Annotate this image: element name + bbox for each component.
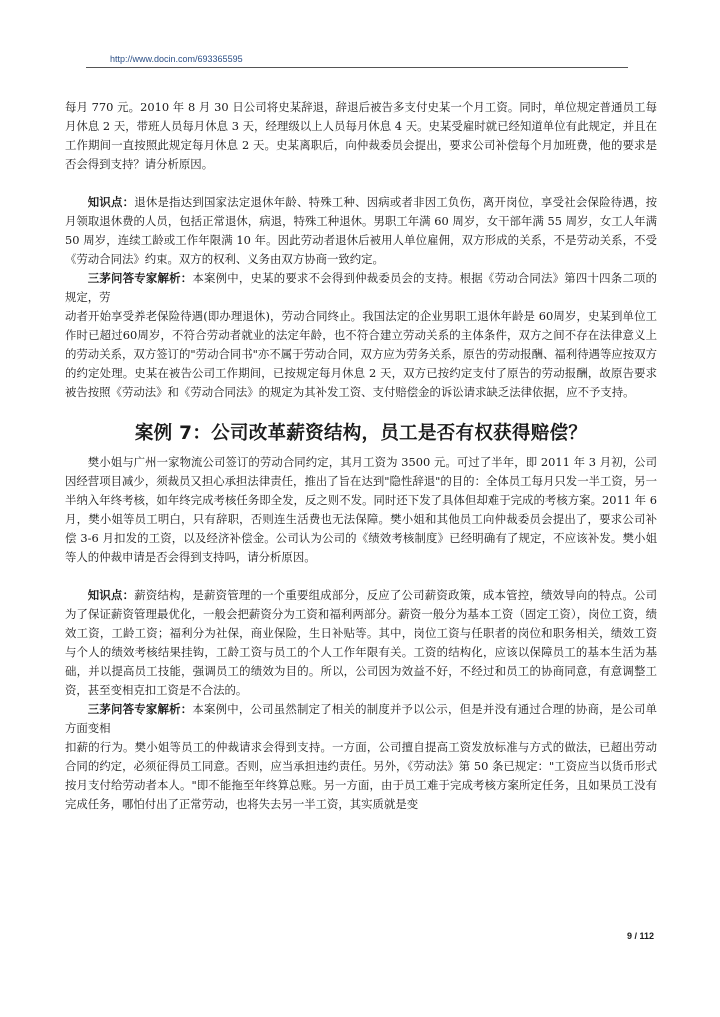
page-content <box>65 98 657 814</box>
analysis-intro: 本案例中，公司虽然制定了相关的制度并予以公示，但是并没有通过合理的协商，是公司单方面变相 <box>65 702 657 735</box>
case6-analysis <box>65 269 657 307</box>
case7-analysis-body: 扣薪的行为。樊小姐等员工的仲裁请求会得到支持。一方面，公司擅自提高工资发放标准与方式的做法，已超出劳动合同的约定，必须征得员工同意。否则，应当承担违约责任。另外，《劳动法》第 50 条已规定："工资应当以货币形式按月支付给劳动者本人。"即不能拖至年终算总账。另一方面，由于员工难于完成考核方案所定任务，且如果员工没有完成任务，哪怕付出了正常劳动，也将失去另一半工资，其实质就是变 <box>65 740 657 811</box>
page-number: 9 / 112 <box>626 931 654 941</box>
case7-analysis <box>65 700 657 738</box>
header-divider <box>86 67 628 68</box>
header-url[interactable]: http://www.docin.com/693365595 <box>110 54 243 64</box>
analysis-label: 三茅问答专家解析： <box>87 271 193 285</box>
case7-question: 樊小姐与广州一家物流公司签订的劳动合同约定，其月工资为 3500 元。可过了半年，即 2011 年 3 月初，公司因经营项目减少，须裁员又担心承担法律责任，推出了旨在达到"隐性辞退"的目的：全体员工每月只发一半工资，另一半纳入年终考核，如年终完成考核任务即全发，反之则不发。同时还下发了具体但却难于完成的考核方案。2011 年 6 月，樊小姐等员工明白，只有辞职，否则连生活费也无法保障。樊小姐和其他员工向仲裁委员会提出了，要求公司补偿 3-6 月扣发的工资，以及经济补偿金。公司认为公司的《绩效考核制度》已经明确有了规定，不应该补发。樊小姐等人的仲裁申请是否会得到支持吗，请分析原因。 <box>65 455 657 564</box>
knowledge-text: 薪资结构，是薪资管理的一个重要组成部分，反应了公司薪资政策，成本管控，绩效导向的特点。公司为了保证薪资管理最优化，一般会把薪资分为工资和福利两部分。薪资一般分为基本工资（固定工资），岗位工资，绩效工资，工龄工资；福利分为社保，商业保险，生日补贴等。其中，岗位工资与任职者的岗位和职务相关，绩效工资与个人的绩效考核结果挂钩，工龄工资与员工的个人工作年限有关。工资的结构化，应该以保障员工的基本生活为基础，并以提高员工技能，强调员工的绩效为目的。所以，公司因为效益不好，不经过和员工的协商同意，有意调整工资，甚至变相克扣工资是不合法的。 <box>65 588 657 697</box>
analysis-intro: 本案例中，史某的要求不会得到仲裁委员会的支持。根据《劳动合同法》第四十四条二项的规定，劳 <box>65 271 657 304</box>
case6-knowledge <box>65 193 657 269</box>
knowledge-text: 退休是指达到国家法定退休年龄、特殊工种、因病或者非因工负伤，离开岗位，享受社会保险待遇，按月领取退休费的人员，包括正常退休，病退，特殊工种退休。男职工年满 60 周岁，女干部年满 55 周岁，女工人年满 50 周岁，连续工龄或工作年限满 10 年。因此劳动者退休后被用人单位雇佣，双方形成的关系，不是劳动关系，不受《劳动合同法》约束。双方的权利、义务由双方协商一致约定。 <box>65 195 657 266</box>
case7-knowledge <box>65 586 657 700</box>
case7-title: 案例 7：公司改革薪资结构，员工是否有权获得赔偿？ <box>134 423 588 444</box>
knowledge-label: 知识点： <box>87 588 135 602</box>
analysis-label: 三茅问答专家解析： <box>87 702 193 716</box>
case6-analysis-body: 动者开始享受养老保险待遇(即办理退休)，劳动合同终止。我国法定的企业男职工退休年龄是 60周岁，史某到单位工作时已超过60周岁，不符合劳动者就业的法定年龄，也不符合建立劳动关系的主体条件，双方之间不存在法律意义上的劳动关系，双方签订的"劳动合同书"亦不属于劳动合同，双方应为劳务关系，原告的劳动报酬、福利待遇等应按双方的约定处理。史某在被告公司工作期间，已按规定每月休息 2 天，双方已按约定支付了原告的劳动报酬，故原告要求被告按照《劳动法》和《劳动合同法》的规定为其补发工资、支付赔偿金的诉讼请求缺乏法律依据，应不予支持。 <box>65 309 657 399</box>
knowledge-label: 知识点： <box>87 195 135 209</box>
case6-question: 每月 770 元。2010 年 8 月 30 日公司将史某辞退，辞退后被告多支付史某一个月工资。同时，单位规定普通员工每月休息 2 天，带班人员每月休息 3 天，经理级以上人员每月休息 4 天。史某受雇时就已经知道单位有此规定，并且在工作期间一直按照此规定每月休息 2 天。史某离职后，向仲裁委员会提出，要求公司补偿每个月加班费，他的要求是否会得到支持？请分析原因。 <box>65 100 657 171</box>
